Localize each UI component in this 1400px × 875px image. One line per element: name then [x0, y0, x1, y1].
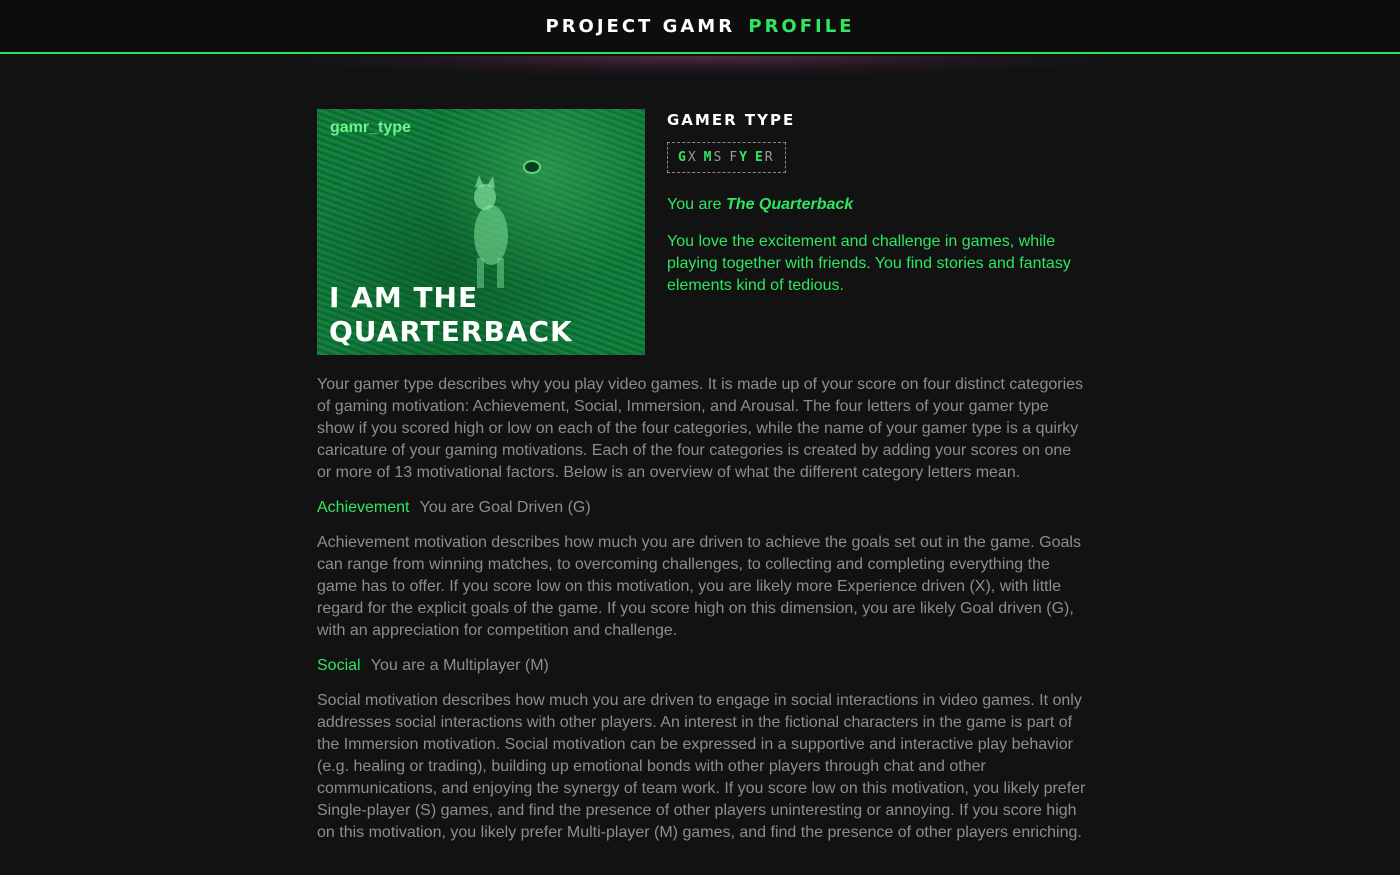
- intro-paragraph: Your gamer type describes why you play video games. It is made up of your score on four distinct categories of gaming motivation: Achievement, Social, Immersion, and Arousal. The four letters of your gamer type show if you scored high or low on each of the four categories, while the name of your gamer type is a quirky caricature of your gaming motivations. Each of the four categories is created by adding your scores on one or more of 13 motivational factors. Below is an overview of what the different category letters mean.: [317, 376, 1084, 481]
- type-result-prefix: You are: [667, 196, 722, 213]
- header-glow: [280, 56, 1120, 76]
- type-name: The Quarterback: [726, 196, 854, 213]
- image-caption: I AM THE QUARTERBACK: [329, 281, 573, 348]
- category-result: You are Goal Driven (G): [419, 499, 591, 516]
- brand-title-main: PROJECT GAMR: [545, 15, 736, 37]
- code-letter-r: R: [764, 150, 775, 165]
- code-letter-g: G: [678, 150, 688, 165]
- gamer-type-code: [667, 142, 786, 173]
- code-letter-y: Y: [739, 150, 749, 165]
- category-name: Social: [317, 657, 361, 674]
- gamer-type-heading: GAMER TYPE: [667, 111, 796, 129]
- dog-icon: [465, 173, 517, 293]
- code-letter-f: F: [729, 150, 740, 165]
- gamer-type-image: [317, 109, 645, 355]
- brand-title[interactable]: [546, 16, 855, 37]
- category-text-social: Social motivation describes how much you are driven to engage in social interactions in video games. It only addresses social interactions with other players. An interest in the fictional characters in the game is part of the Immersion motivation. Social motivation can be expressed in a supportive and interactive play behavior (e.g. healing or trading), building up emotional bonds with other players through chat and other communications, and enjoying the synergy of team work. If you score low on this motivation, you likely prefer Single-player (S) games, and find the presence of other players uninteresting or annoying. If you score high on this motivation, you likely prefer Multi-player (M) games, and find the presence of other players enriching.: [317, 692, 1086, 841]
- code-letter-m: M: [703, 150, 714, 165]
- code-letter-s: S: [713, 150, 724, 165]
- brand-title-accent: PROFILE: [748, 15, 855, 37]
- category-name: Achievement: [317, 499, 410, 516]
- category-result: You are a Multiplayer (M): [370, 657, 549, 674]
- football-icon: [523, 160, 541, 174]
- code-letter-x: X: [687, 150, 698, 165]
- top-bar: [0, 0, 1400, 54]
- type-description: You love the excitement and challenge in games, while playing together with friends. You find stories and fantasy elements kind of tedious.: [667, 233, 1071, 294]
- image-tag: gamr_type: [330, 119, 411, 136]
- category-heading-achievement: [317, 497, 1087, 519]
- code-letter-e: E: [754, 150, 765, 165]
- category-heading-social: [317, 655, 1087, 677]
- content-section: [317, 374, 1087, 857]
- category-text-achievement: Achievement motivation describes how much you are driven to achieve the goals set out in the game. Goals can range from winning matches, to overcoming challenges, to collecting and completing everything the game has to offer. If you score low on this motivation, you are likely more Experience driven (X), with little regard for the explicit goals of the game. If you score high on this dimension, you are likely Goal driven (G), with an appreciation for competition and challenge.: [317, 534, 1081, 639]
- type-result: [667, 196, 853, 214]
